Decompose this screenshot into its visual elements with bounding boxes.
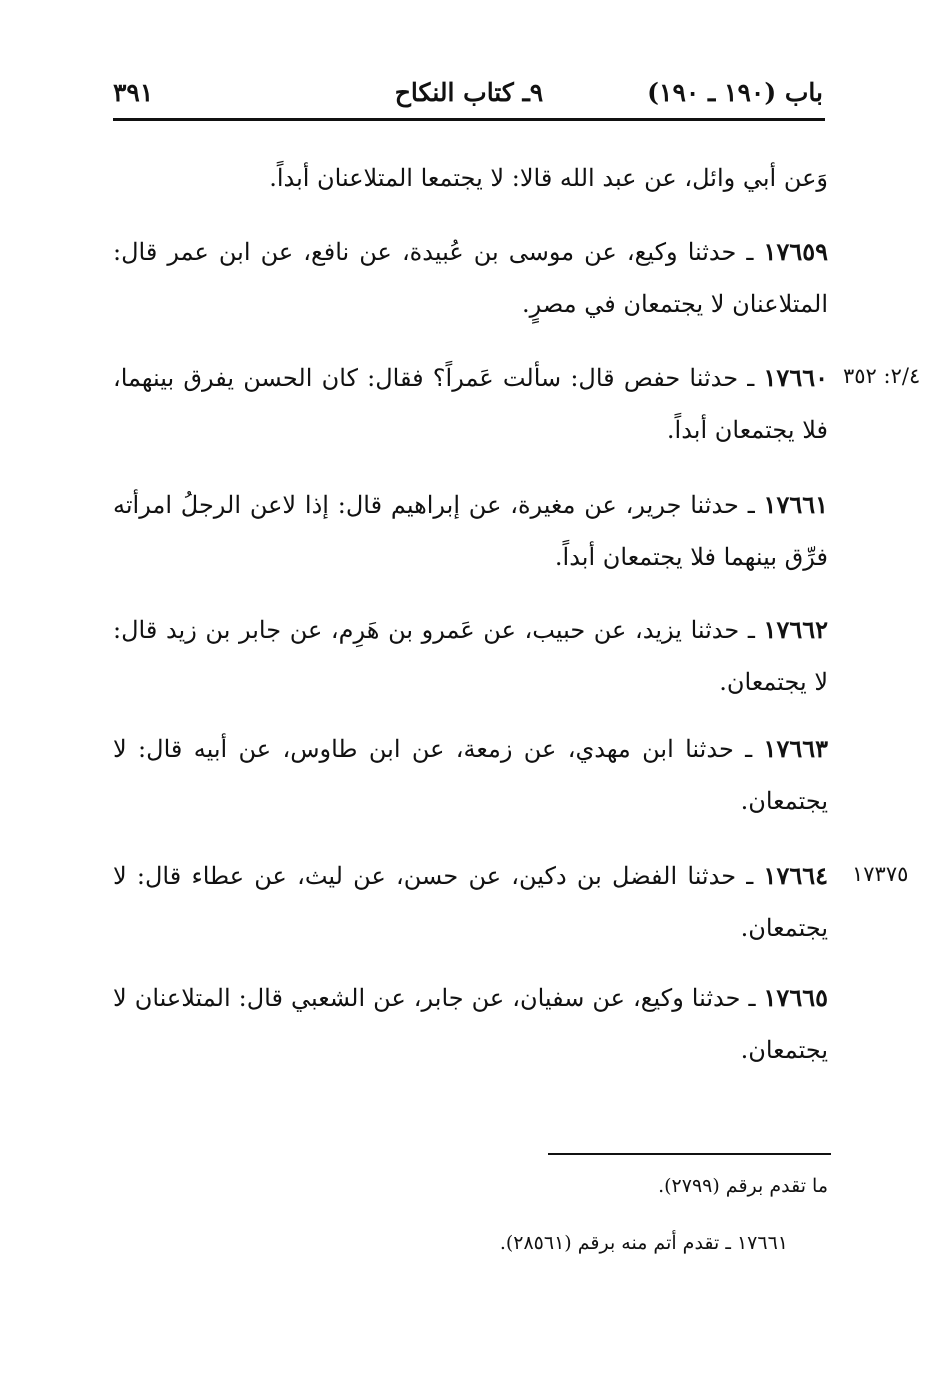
margin-reference: ٢/٤: ٣٥٢ [843, 364, 921, 388]
hadith-text: ـ حدثنا وكيع، عن موسى بن عُبيدة، عن نافع، عن ابن عمر قال: المتلاعنان لا يجتمعان في مصرٍ. [113, 238, 828, 318]
hadith-17660 [113, 352, 828, 456]
book-title: ٩ـ كتاب النكاح [394, 78, 544, 107]
hadith-number: ١٧٦٥٩ [763, 237, 828, 266]
paragraph-text: وَعن أبي وائل، عن عبد الله قالا: لا يجتمعا المتلاعنان أبداً. [269, 164, 828, 192]
hadith-number: ١٧٦٦٢ [763, 615, 828, 644]
hadith-text: ـ حدثنا ابن مهدي، عن زمعة، عن ابن طاوس، عن أبيه قال: لا يجتمعان. [113, 735, 828, 815]
margin-reference: ١٧٣٧٥ [852, 862, 909, 886]
footnote: ١٧٦٦١ ـ تقدم أتم منه برقم (٢٨٥٦١). [499, 1232, 788, 1254]
paragraph-intro [113, 152, 828, 204]
hadith-17661 [113, 479, 828, 583]
hadith-17659 [113, 226, 828, 330]
hadith-17664 [113, 850, 828, 954]
hadith-number: ١٧٦٦١ [763, 490, 828, 519]
hadith-text: ـ حدثنا جرير، عن مغيرة، عن إبراهيم قال: إذا لاعن الرجلُ امرأته فرِّق بينهما فلا يجتمعان أبداً. [113, 491, 828, 571]
hadith-number: ١٧٦٦٥ [763, 983, 828, 1012]
hadith-17662 [113, 604, 828, 708]
hadith-text: ـ حدثنا حفص قال: سألت عَمراً؟ فقال: كان الحسن يفرق بينهما، فلا يجتمعان أبداً. [113, 364, 828, 444]
hadith-text: ـ حدثنا وكيع، عن سفيان، عن جابر، عن الشعبي قال: المتلاعنان لا يجتمعان. [113, 984, 828, 1064]
page-number: ٣٩١ [113, 78, 154, 107]
hadith-number: ١٧٦٦٠ [763, 363, 828, 392]
hadith-text: ـ حدثنا الفضل بن دكين، عن حسن، عن ليث، عن عطاء قال: لا يجتمعان. [113, 862, 828, 942]
hadith-text: ـ حدثنا يزيد، عن حبيب، عن عَمرو بن هَرِم، عن جابر بن زيد قال: لا يجتمعان. [113, 616, 828, 696]
chapter-heading: باب (١٩٠ ـ ١٩٠) [647, 78, 823, 107]
hadith-17665 [113, 972, 828, 1076]
hadith-17663 [113, 723, 828, 827]
footnote: ما تقدم برقم (٢٧٩٩). [658, 1175, 828, 1197]
hadith-number: ١٧٦٦٣ [763, 734, 828, 763]
footnote-separator [548, 1153, 831, 1155]
hadith-number: ١٧٦٦٤ [763, 861, 828, 890]
page-header [113, 68, 825, 121]
